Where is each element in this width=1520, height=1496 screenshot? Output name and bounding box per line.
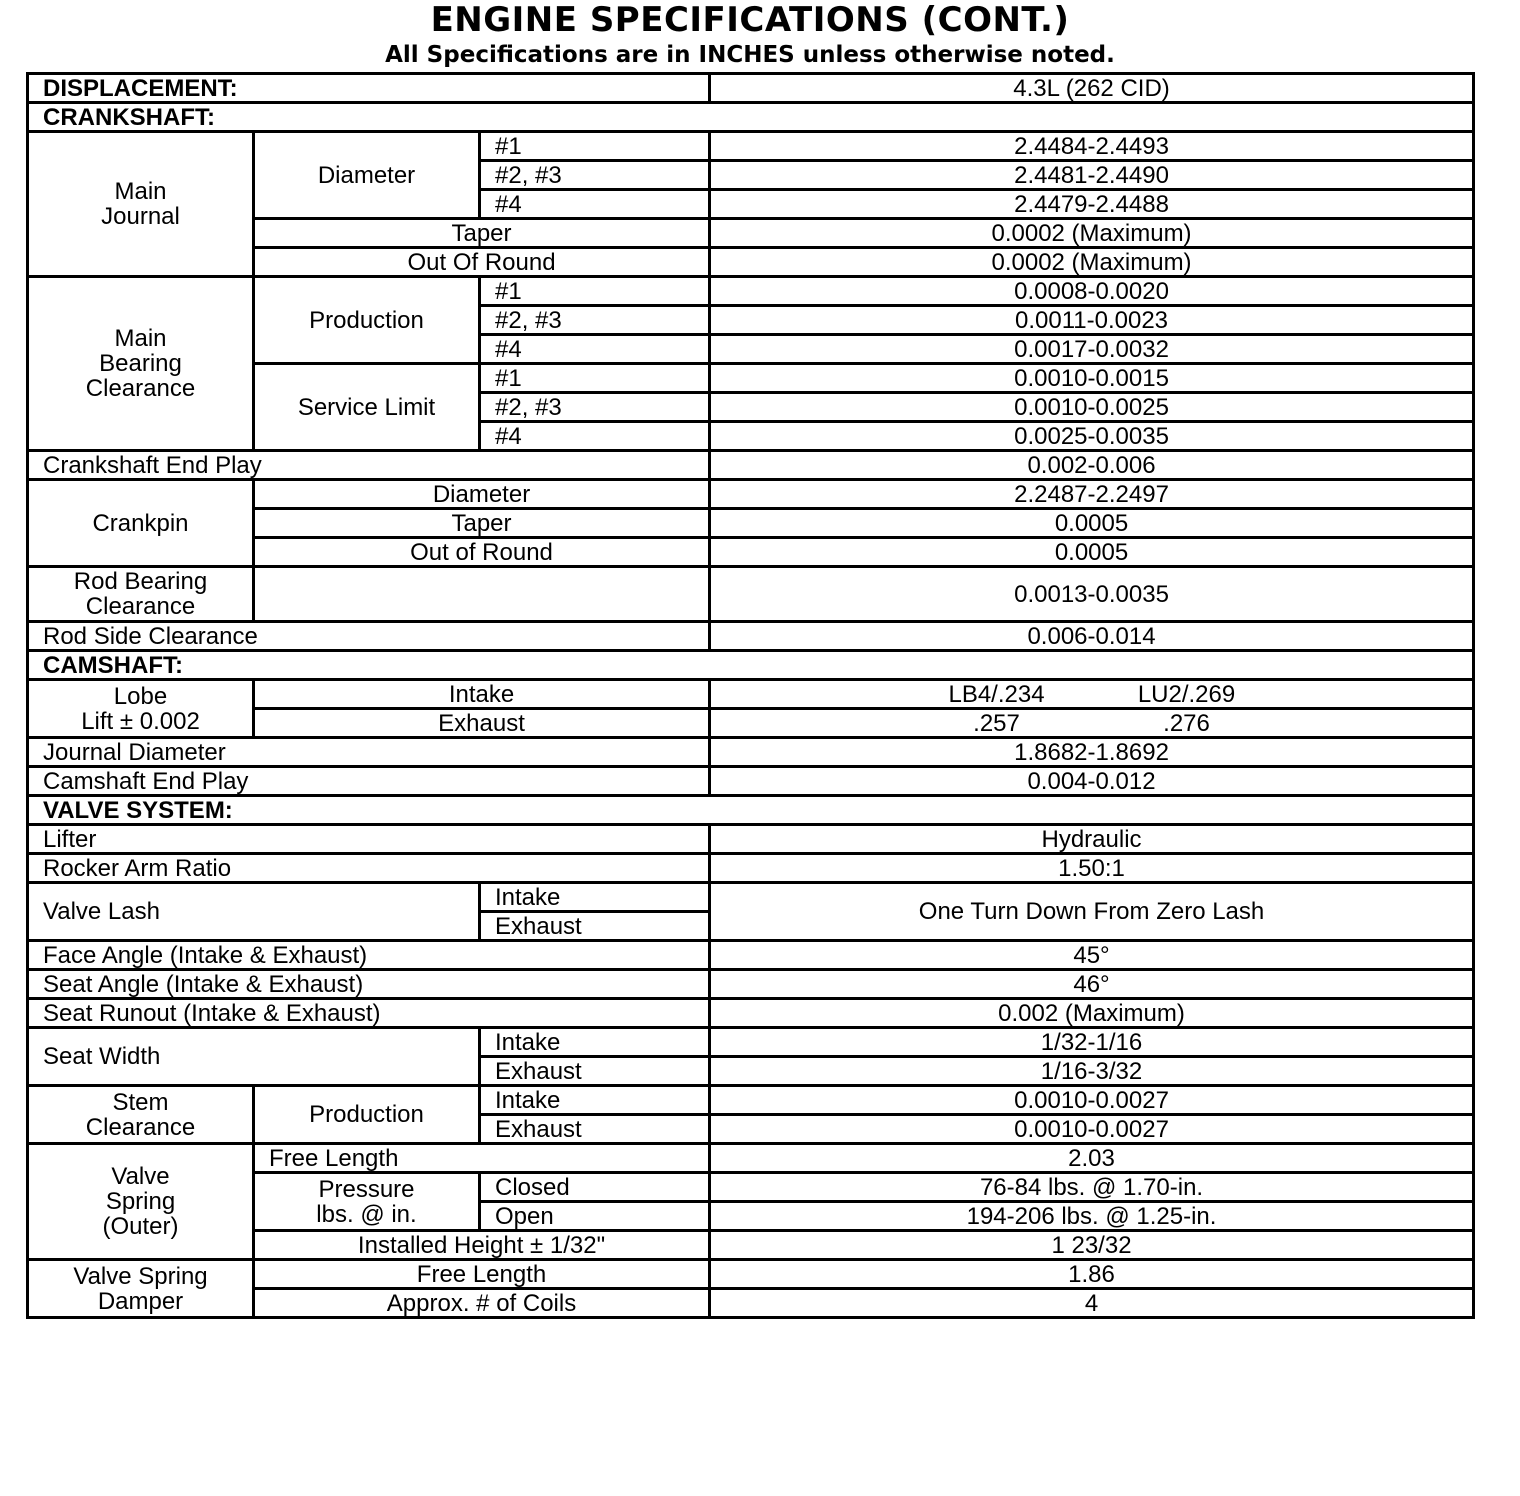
table-row bbox=[28, 1144, 1474, 1173]
rod-bearing-empty-cell bbox=[254, 567, 710, 622]
seat-width-intake-value: 1/32-1/16 bbox=[710, 1028, 1474, 1057]
main-bearing-s3-value: 0.0025-0.0035 bbox=[710, 422, 1474, 451]
camshaft-end-play-value: 0.004-0.012 bbox=[710, 767, 1474, 796]
face-angle-value: 45° bbox=[710, 941, 1474, 970]
crankshaft-end-play-label: Crankshaft End Play bbox=[28, 451, 710, 480]
page-title: ENGINE SPECIFICATIONS (CONT.) bbox=[430, 0, 1070, 40]
spring-damper-label-line1: Valve Spring bbox=[73, 1262, 208, 1290]
main-journal-label bbox=[28, 132, 254, 277]
main-bearing-label-line3: Clearance bbox=[85, 375, 196, 402]
rod-bearing-label bbox=[28, 567, 254, 622]
main-bearing-label-line1: Main bbox=[114, 325, 167, 352]
spring-damper-coils-label: Approx. # of Coils bbox=[254, 1289, 710, 1318]
rod-bearing-label-line1: Rod Bearing bbox=[73, 568, 208, 595]
main-bearing-p1-label: #1 bbox=[480, 277, 710, 306]
stem-exhaust-label: Exhaust bbox=[480, 1115, 710, 1144]
valve-spring-label bbox=[28, 1144, 254, 1260]
crankpin-taper-value: 0.0005 bbox=[710, 509, 1474, 538]
valve-lash-label: Valve Lash bbox=[28, 883, 480, 941]
lobe-exhaust-value bbox=[710, 709, 1474, 738]
lifter-value: Hydraulic bbox=[710, 825, 1474, 854]
seat-width-intake-label: Intake bbox=[480, 1028, 710, 1057]
stem-clearance-label-line1: Stem bbox=[112, 1088, 169, 1116]
valve-spring-open-value: 194-206 lbs. @ 1.25-in. bbox=[710, 1202, 1474, 1231]
valve-lash-exhaust-label: Exhaust bbox=[480, 912, 710, 941]
main-bearing-s1-value: 0.0010-0.0015 bbox=[710, 364, 1474, 393]
table-row bbox=[28, 622, 1474, 651]
main-journal-d2-label: #2, #3 bbox=[480, 161, 710, 190]
camshaft-end-play-label: Camshaft End Play bbox=[28, 767, 710, 796]
stem-intake-label: Intake bbox=[480, 1086, 710, 1115]
valve-spring-installed-value: 1 23/32 bbox=[710, 1231, 1474, 1260]
crankpin-taper-label: Taper bbox=[254, 509, 710, 538]
main-journal-label-line2: Journal bbox=[101, 203, 180, 230]
stem-intake-value: 0.0010-0.0027 bbox=[710, 1086, 1474, 1115]
rod-side-label: Rod Side Clearance bbox=[28, 622, 710, 651]
crankpin-oor-value: 0.0005 bbox=[710, 538, 1474, 567]
main-bearing-s1-label: #1 bbox=[480, 364, 710, 393]
section-header-row bbox=[28, 796, 1474, 825]
rod-bearing-label-line2: Clearance bbox=[85, 593, 196, 620]
stem-production-label: Production bbox=[254, 1086, 480, 1144]
table-row bbox=[28, 1028, 1474, 1057]
lobe-intake-label: Intake bbox=[254, 680, 710, 709]
crankpin-oor-label: Out of Round bbox=[254, 538, 710, 567]
valve-spring-pressure-line2: lbs. @ in. bbox=[316, 1200, 417, 1228]
main-bearing-s2-value: 0.0010-0.0025 bbox=[710, 393, 1474, 422]
lobe-exhaust-label: Exhaust bbox=[254, 709, 710, 738]
lifter-label: Lifter bbox=[28, 825, 710, 854]
section-header-row bbox=[28, 651, 1474, 680]
main-journal-oor-label: Out Of Round bbox=[254, 248, 710, 277]
crankpin-diameter-label: Diameter bbox=[254, 480, 710, 509]
main-journal-label-line1: Main bbox=[114, 178, 167, 205]
valve-spring-pressure-line1: Pressure bbox=[318, 1175, 415, 1203]
main-journal-diameter-label: Diameter bbox=[254, 132, 480, 219]
main-journal-d3-label: #4 bbox=[480, 190, 710, 219]
table-row bbox=[28, 854, 1474, 883]
stem-exhaust-value: 0.0010-0.0027 bbox=[710, 1115, 1474, 1144]
table-row bbox=[28, 451, 1474, 480]
main-bearing-p3-value: 0.0017-0.0032 bbox=[710, 335, 1474, 364]
crankshaft-end-play-value: 0.002-0.006 bbox=[710, 451, 1474, 480]
main-journal-taper-value: 0.0002 (Maximum) bbox=[710, 219, 1474, 248]
spring-damper-label-line2: Damper bbox=[97, 1287, 184, 1315]
main-bearing-label-line2: Bearing bbox=[99, 350, 182, 377]
valve-spring-label-line1: Valve bbox=[111, 1163, 170, 1190]
crankpin-label: Crankpin bbox=[28, 480, 254, 567]
table-row bbox=[28, 999, 1474, 1028]
table-row bbox=[28, 680, 1474, 709]
main-journal-oor-value: 0.0002 (Maximum) bbox=[710, 248, 1474, 277]
valve-spring-closed-value: 76-84 lbs. @ 1.70-in. bbox=[710, 1173, 1474, 1202]
lobe-lift-label bbox=[28, 680, 254, 738]
main-bearing-s3-label: #4 bbox=[480, 422, 710, 451]
table-row bbox=[28, 567, 1474, 622]
table-row bbox=[28, 970, 1474, 999]
spring-damper-coils-value: 4 bbox=[710, 1289, 1474, 1318]
valve-spring-label-line3: (Outer) bbox=[102, 1213, 179, 1240]
engine-spec-table bbox=[26, 72, 1475, 1319]
rod-bearing-value: 0.0013-0.0035 bbox=[710, 567, 1474, 622]
journal-diameter-label: Journal Diameter bbox=[28, 738, 710, 767]
section-header-row bbox=[28, 103, 1474, 132]
lobe-lift-label-line2: Lift ± 0.002 bbox=[81, 707, 200, 735]
table-row bbox=[28, 738, 1474, 767]
main-journal-d2-value: 2.4481-2.4490 bbox=[710, 161, 1474, 190]
main-bearing-p2-value: 0.0011-0.0023 bbox=[710, 306, 1474, 335]
valve-spring-installed-label: Installed Height ± 1/32" bbox=[254, 1231, 710, 1260]
table-row bbox=[28, 941, 1474, 970]
main-bearing-p1-value: 0.0008-0.0020 bbox=[710, 277, 1474, 306]
valve-system-header: VALVE SYSTEM: bbox=[28, 796, 1474, 825]
lobe-lift-label-line1: Lobe bbox=[113, 682, 168, 710]
valve-lash-intake-label: Intake bbox=[480, 883, 710, 912]
table-row bbox=[28, 1086, 1474, 1115]
crankpin-diameter-value: 2.2487-2.2497 bbox=[710, 480, 1474, 509]
valve-spring-open-label: Open bbox=[480, 1202, 710, 1231]
seat-width-label: Seat Width bbox=[28, 1028, 480, 1086]
table-row bbox=[28, 883, 1474, 912]
seat-width-exhaust-label: Exhaust bbox=[480, 1057, 710, 1086]
table-row bbox=[28, 480, 1474, 509]
spring-damper-free-length-label: Free Length bbox=[254, 1260, 710, 1289]
lobe-intake-value bbox=[710, 680, 1474, 709]
main-bearing-label bbox=[28, 277, 254, 451]
rocker-ratio-label: Rocker Arm Ratio bbox=[28, 854, 710, 883]
lobe-intake-lb4: LB4/.234 bbox=[948, 680, 1045, 708]
spring-damper-free-length-value: 1.86 bbox=[710, 1260, 1474, 1289]
page-subtitle: All Specifications are in INCHES unless otherwise noted. bbox=[385, 42, 1115, 68]
valve-spring-label-line2: Spring bbox=[105, 1188, 176, 1215]
table-row bbox=[28, 825, 1474, 854]
rod-side-value: 0.006-0.014 bbox=[710, 622, 1474, 651]
stem-clearance-label-line2: Clearance bbox=[85, 1113, 196, 1141]
table-row bbox=[28, 277, 1474, 306]
valve-spring-free-length-label: Free Length bbox=[254, 1144, 710, 1173]
seat-runout-label: Seat Runout (Intake & Exhaust) bbox=[28, 999, 710, 1028]
main-journal-d3-value: 2.4479-2.4488 bbox=[710, 190, 1474, 219]
main-bearing-p2-label: #2, #3 bbox=[480, 306, 710, 335]
journal-diameter-value: 1.8682-1.8692 bbox=[710, 738, 1474, 767]
crankshaft-header: CRANKSHAFT: bbox=[28, 103, 1474, 132]
seat-angle-value: 46° bbox=[710, 970, 1474, 999]
main-bearing-p3-label: #4 bbox=[480, 335, 710, 364]
seat-runout-value: 0.002 (Maximum) bbox=[710, 999, 1474, 1028]
main-bearing-service-label: Service Limit bbox=[254, 364, 480, 451]
face-angle-label: Face Angle (Intake & Exhaust) bbox=[28, 941, 710, 970]
main-bearing-production-label: Production bbox=[254, 277, 480, 364]
valve-lash-value: One Turn Down From Zero Lash bbox=[710, 883, 1474, 941]
camshaft-header: CAMSHAFT: bbox=[28, 651, 1474, 680]
valve-spring-free-length-value: 2.03 bbox=[710, 1144, 1474, 1173]
valve-spring-pressure-label bbox=[254, 1173, 480, 1231]
seat-angle-label: Seat Angle (Intake & Exhaust) bbox=[28, 970, 710, 999]
lobe-exhaust-lb4: .257 bbox=[973, 709, 1020, 737]
table-row bbox=[28, 1260, 1474, 1289]
main-journal-taper-label: Taper bbox=[254, 219, 710, 248]
displacement-value: 4.3L (262 CID) bbox=[710, 74, 1474, 103]
table-row bbox=[28, 132, 1474, 161]
valve-spring-closed-label: Closed bbox=[480, 1173, 710, 1202]
seat-width-exhaust-value: 1/16-3/32 bbox=[710, 1057, 1474, 1086]
stem-clearance-label bbox=[28, 1086, 254, 1144]
lobe-intake-lu2: LU2/.269 bbox=[1137, 680, 1236, 708]
table-row bbox=[28, 74, 1474, 103]
table-row bbox=[28, 767, 1474, 796]
main-bearing-s2-label: #2, #3 bbox=[480, 393, 710, 422]
rocker-ratio-value: 1.50:1 bbox=[710, 854, 1474, 883]
lobe-exhaust-lu2: .276 bbox=[1163, 709, 1210, 737]
displacement-label: DISPLACEMENT: bbox=[28, 74, 710, 103]
main-journal-d1-value: 2.4484-2.4493 bbox=[710, 132, 1474, 161]
spring-damper-label bbox=[28, 1260, 254, 1318]
main-journal-d1-label: #1 bbox=[480, 132, 710, 161]
